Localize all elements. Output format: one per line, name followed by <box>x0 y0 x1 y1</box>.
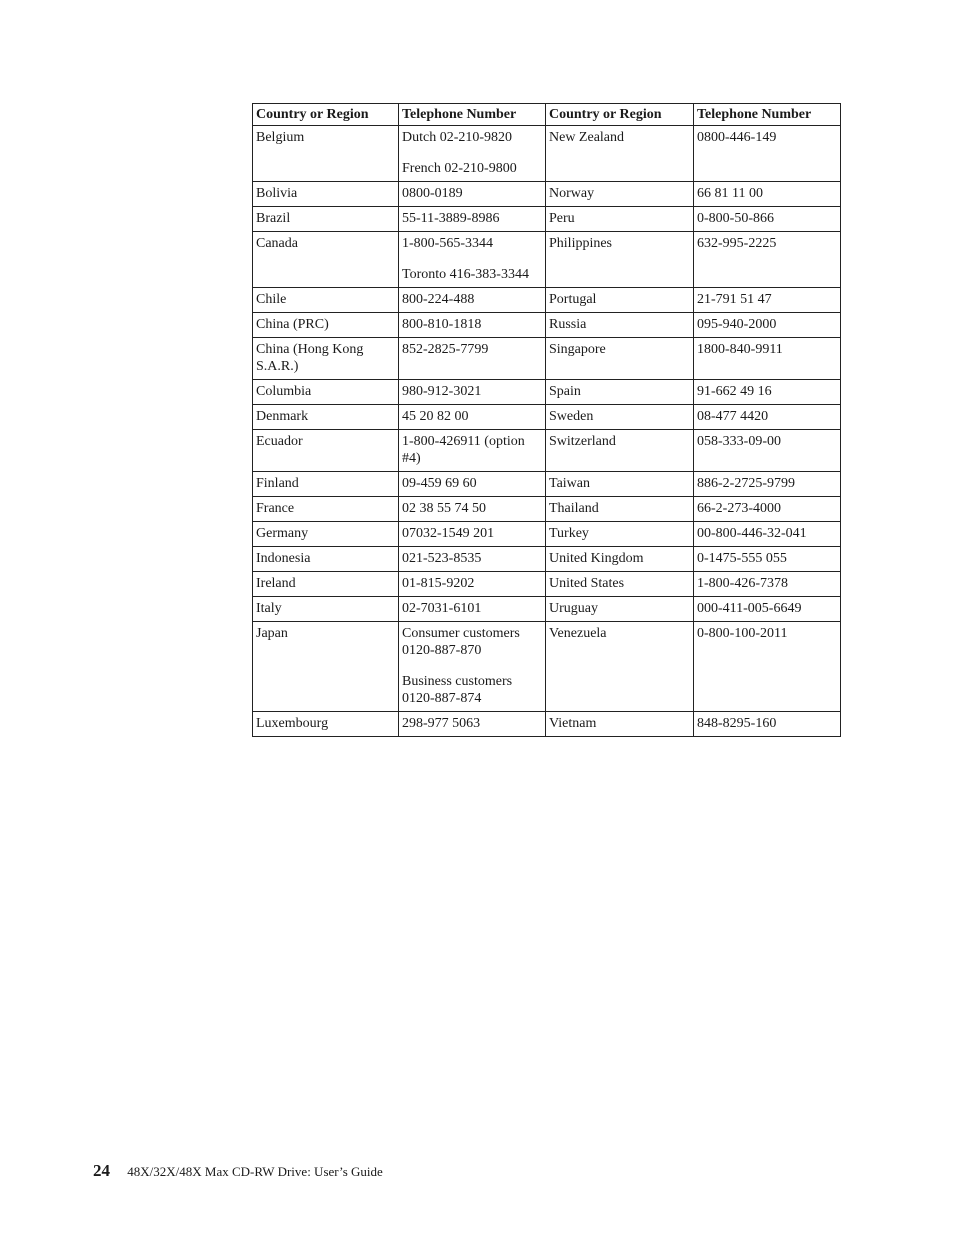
telephone-cell <box>399 622 546 712</box>
country-cell: Italy <box>253 597 399 622</box>
telephone-cell <box>399 126 546 182</box>
country-cell: Uruguay <box>546 597 694 622</box>
table-row <box>253 207 841 232</box>
country-cell: Sweden <box>546 405 694 430</box>
telephone-line: 852-2825-7799 <box>402 342 489 357</box>
telephone-cell <box>399 597 546 622</box>
table-row <box>253 622 841 712</box>
header-country-1: Country or Region <box>253 104 399 126</box>
table-row <box>253 430 841 472</box>
telephone-cell <box>399 405 546 430</box>
telephone-cell: 08-477 4420 <box>694 405 841 430</box>
telephone-line: 01-815-9202 <box>402 576 475 591</box>
table-row <box>253 572 841 597</box>
telephone-cell: 91-662 49 16 <box>694 380 841 405</box>
page-footer <box>93 1161 383 1181</box>
telephone-cell <box>399 232 546 288</box>
telephone-cell <box>399 522 546 547</box>
country-cell: Vietnam <box>546 712 694 737</box>
telephone-cell: 886-2-2725-9799 <box>694 472 841 497</box>
table-row <box>253 126 841 182</box>
header-telephone-2: Telephone Number <box>694 104 841 126</box>
table-row <box>253 232 841 288</box>
telephone-cell: 000-411-005-6649 <box>694 597 841 622</box>
country-cell: Thailand <box>546 497 694 522</box>
page-number: 24 <box>93 1161 110 1180</box>
telephone-line: 1-800-426911 (option #4) <box>402 434 525 466</box>
telephone-line: 02-7031-6101 <box>402 601 482 616</box>
table-row <box>253 522 841 547</box>
telephone-cell: 632-995-2225 <box>694 232 841 288</box>
country-cell: United States <box>546 572 694 597</box>
country-cell: France <box>253 497 399 522</box>
country-cell: Ireland <box>253 572 399 597</box>
country-cell: Taiwan <box>546 472 694 497</box>
table-row <box>253 497 841 522</box>
table-row <box>253 338 841 380</box>
telephone-line: Consumer customers 0120-887-870 <box>402 626 520 658</box>
telephone-cell <box>399 472 546 497</box>
telephone-line: Toronto 416-383-3344 <box>402 267 529 282</box>
country-cell: Portugal <box>546 288 694 313</box>
telephone-cell: 00-800-446-32-041 <box>694 522 841 547</box>
table-row <box>253 380 841 405</box>
country-cell: Turkey <box>546 522 694 547</box>
header-country-2: Country or Region <box>546 104 694 126</box>
telephone-cell: 848-8295-160 <box>694 712 841 737</box>
country-cell: Norway <box>546 182 694 207</box>
telephone-cell <box>399 380 546 405</box>
table-row <box>253 182 841 207</box>
country-cell: Japan <box>253 622 399 712</box>
telephone-line: 980-912-3021 <box>402 384 482 399</box>
table-row <box>253 313 841 338</box>
telephone-line: French 02-210-9800 <box>402 161 517 176</box>
telephone-cell: 0-1475-555 055 <box>694 547 841 572</box>
telephone-cell <box>399 547 546 572</box>
table-row <box>253 712 841 737</box>
country-cell: Russia <box>546 313 694 338</box>
country-cell: Philippines <box>546 232 694 288</box>
country-cell: Finland <box>253 472 399 497</box>
country-cell: New Zealand <box>546 126 694 182</box>
telephone-cell: 0-800-50-866 <box>694 207 841 232</box>
table-row <box>253 405 841 430</box>
table-row <box>253 472 841 497</box>
country-cell: Brazil <box>253 207 399 232</box>
telephone-cell: 21-791 51 47 <box>694 288 841 313</box>
country-cell: Columbia <box>253 380 399 405</box>
telephone-line: 298-977 5063 <box>402 716 481 731</box>
telephone-cell: 095-940-2000 <box>694 313 841 338</box>
telephone-cell: 66-2-273-4000 <box>694 497 841 522</box>
country-cell: Bolivia <box>253 182 399 207</box>
telephone-line: 02 38 55 74 50 <box>402 501 486 516</box>
telephone-cell <box>399 313 546 338</box>
telephone-cell <box>399 572 546 597</box>
table-row <box>253 288 841 313</box>
telephone-line: 55-11-3889-8986 <box>402 211 500 226</box>
telephone-cell: 058-333-09-00 <box>694 430 841 472</box>
telephone-cell <box>399 430 546 472</box>
telephone-cell <box>399 497 546 522</box>
telephone-cell <box>399 712 546 737</box>
country-cell: Venezuela <box>546 622 694 712</box>
telephone-cell <box>399 288 546 313</box>
country-cell: Peru <box>546 207 694 232</box>
header-telephone-1: Telephone Number <box>399 104 546 126</box>
telephone-cell: 1800-840-9911 <box>694 338 841 380</box>
country-cell: United Kingdom <box>546 547 694 572</box>
telephone-cell: 0800-446-149 <box>694 126 841 182</box>
telephone-cell: 1-800-426-7378 <box>694 572 841 597</box>
telephone-line: 45 20 82 00 <box>402 409 469 424</box>
telephone-line: 800-810-1818 <box>402 317 482 332</box>
country-cell: Denmark <box>253 405 399 430</box>
telephone-cell: 0-800-100-2011 <box>694 622 841 712</box>
country-cell: Belgium <box>253 126 399 182</box>
country-cell: Ecuador <box>253 430 399 472</box>
telephone-line: Business customers 0120-887-874 <box>402 674 513 706</box>
footer-title: 48X/32X/48X Max CD-RW Drive: User’s Guide <box>127 1164 383 1179</box>
telephone-line: 021-523-8535 <box>402 551 482 566</box>
telephone-line: Dutch 02-210-9820 <box>402 130 513 145</box>
country-cell: Luxembourg <box>253 712 399 737</box>
country-cell: China (PRC) <box>253 313 399 338</box>
country-cell: Canada <box>253 232 399 288</box>
telephone-cell <box>399 338 546 380</box>
telephone-line: 1-800-565-3344 <box>402 236 493 251</box>
table-body <box>253 126 841 737</box>
country-cell: Spain <box>546 380 694 405</box>
country-cell: China (Hong Kong S.A.R.) <box>253 338 399 380</box>
table-header-row <box>253 104 841 126</box>
telephone-line: 09-459 69 60 <box>402 476 477 491</box>
telephone-cell <box>399 182 546 207</box>
country-cell: Switzerland <box>546 430 694 472</box>
telephone-cell <box>399 207 546 232</box>
country-cell: Chile <box>253 288 399 313</box>
telephone-cell: 66 81 11 00 <box>694 182 841 207</box>
table-row <box>253 547 841 572</box>
telephone-line: 800-224-488 <box>402 292 475 307</box>
table-row <box>253 597 841 622</box>
country-cell: Indonesia <box>253 547 399 572</box>
country-cell: Singapore <box>546 338 694 380</box>
country-cell: Germany <box>253 522 399 547</box>
telephone-line: 07032-1549 201 <box>402 526 495 541</box>
telephone-table <box>252 103 841 737</box>
telephone-line: 0800-0189 <box>402 186 463 201</box>
